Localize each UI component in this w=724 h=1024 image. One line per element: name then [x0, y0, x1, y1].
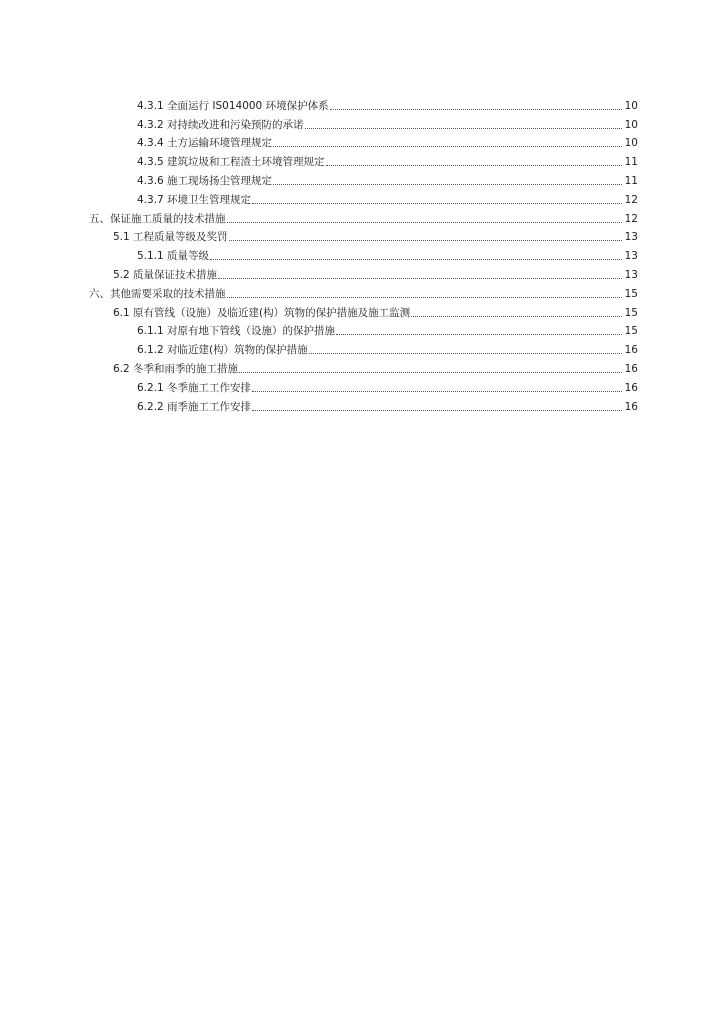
toc-entry[interactable] — [0, 94, 724, 113]
toc-entry-title: 4.3.6 施工现场扬尘管理规定 — [137, 174, 273, 187]
toc-section-entry[interactable] — [0, 226, 724, 245]
toc-dot-leader — [218, 277, 622, 279]
toc-section-entry[interactable] — [0, 301, 724, 320]
toc-entry-title: 6.1 原有管线（设施）及临近建(构）筑物的保护措施及施工监测 — [113, 306, 411, 319]
toc-entry-title: 6.1.1 对原有地下管线（设施）的保护措施 — [137, 325, 336, 338]
toc-entry-title: 4.3.7 环境卫生管理规定 — [137, 193, 252, 206]
toc-entry[interactable] — [0, 338, 724, 357]
toc-dot-leader — [252, 409, 622, 411]
toc-dot-leader — [229, 239, 622, 241]
toc-entry-page: 15 — [624, 306, 638, 319]
toc-dot-leader — [273, 145, 622, 147]
toc-dot-leader — [309, 352, 622, 354]
toc-entry-title: 五、保证施工质量的技术措施 — [89, 212, 226, 225]
toc-entry-title: 六、其他需要采取的技术措施 — [89, 287, 226, 300]
toc-section-entry[interactable] — [0, 263, 724, 282]
toc-entry-title: 6.1.2 对临近建(构）筑物的保护措施 — [137, 344, 308, 357]
toc-entry-title: 4.3.1 全面运行 IS014000 环境保护体系 — [137, 99, 329, 112]
toc-entry-title: 4.3.5 建筑垃圾和工程渣土环境管理规定 — [137, 156, 325, 169]
toc-entry-page: 16 — [624, 400, 638, 413]
toc-dot-leader — [227, 296, 623, 298]
toc-section-entry[interactable] — [0, 357, 724, 376]
toc-entry-page: 16 — [624, 344, 638, 357]
toc-dot-leader — [336, 333, 622, 335]
toc-entry-page: 10 — [624, 137, 638, 150]
toc-entry-page: 10 — [624, 118, 638, 131]
toc-entry-page: 12 — [624, 193, 638, 206]
toc-entry[interactable] — [0, 169, 724, 188]
toc-entry-title: 6.2.2 雨季施工工作安排 — [137, 400, 252, 413]
toc-dot-leader — [252, 390, 622, 392]
toc-dot-leader — [326, 164, 622, 166]
toc-entry-title: 6.2 冬季和雨季的施工措施 — [113, 362, 239, 375]
toc-dot-leader — [305, 127, 622, 129]
toc-dot-leader — [239, 371, 622, 373]
toc-chapter-entry[interactable] — [0, 282, 724, 301]
toc-chapter-entry[interactable] — [0, 207, 724, 226]
toc-entry-title: 4.3.4 土方运输环境管理规定 — [137, 137, 273, 150]
toc-entry-title: 6.2.1 冬季施工工作安排 — [137, 381, 252, 394]
toc-entry[interactable] — [0, 150, 724, 169]
toc-entry-page: 11 — [624, 174, 638, 187]
toc-entry-page: 10 — [624, 99, 638, 112]
toc-entry-page: 15 — [624, 287, 638, 300]
table-of-contents — [0, 94, 724, 414]
toc-entry[interactable] — [0, 320, 724, 339]
toc-entry-page: 13 — [624, 250, 638, 263]
toc-entry-page: 16 — [624, 362, 638, 375]
toc-dot-leader — [210, 258, 622, 260]
toc-entry-title: 5.2 质量保证技术措施 — [113, 268, 218, 281]
toc-entry-title: 5.1 工程质量等级及奖罚 — [113, 231, 228, 244]
toc-entry-page: 13 — [624, 268, 638, 281]
toc-entry-page: 13 — [624, 231, 638, 244]
toc-dot-leader — [273, 183, 622, 185]
toc-dot-leader — [330, 108, 622, 110]
toc-entry-title: 5.1.1 质量等级 — [137, 250, 210, 263]
toc-entry-page: 11 — [624, 156, 638, 169]
toc-dot-leader — [227, 221, 623, 223]
toc-entry[interactable] — [0, 188, 724, 207]
toc-dot-leader — [252, 202, 622, 204]
toc-entry[interactable] — [0, 244, 724, 263]
toc-entry-page: 15 — [624, 325, 638, 338]
toc-dot-leader — [411, 315, 622, 317]
toc-entry[interactable] — [0, 113, 724, 132]
toc-entry[interactable] — [0, 376, 724, 395]
toc-entry-page: 12 — [624, 212, 638, 225]
toc-entry[interactable] — [0, 395, 724, 414]
toc-entry-title: 4.3.2 对持续改进和污染预防的承诺 — [137, 118, 304, 131]
toc-entry[interactable] — [0, 132, 724, 151]
toc-entry-page: 16 — [624, 381, 638, 394]
